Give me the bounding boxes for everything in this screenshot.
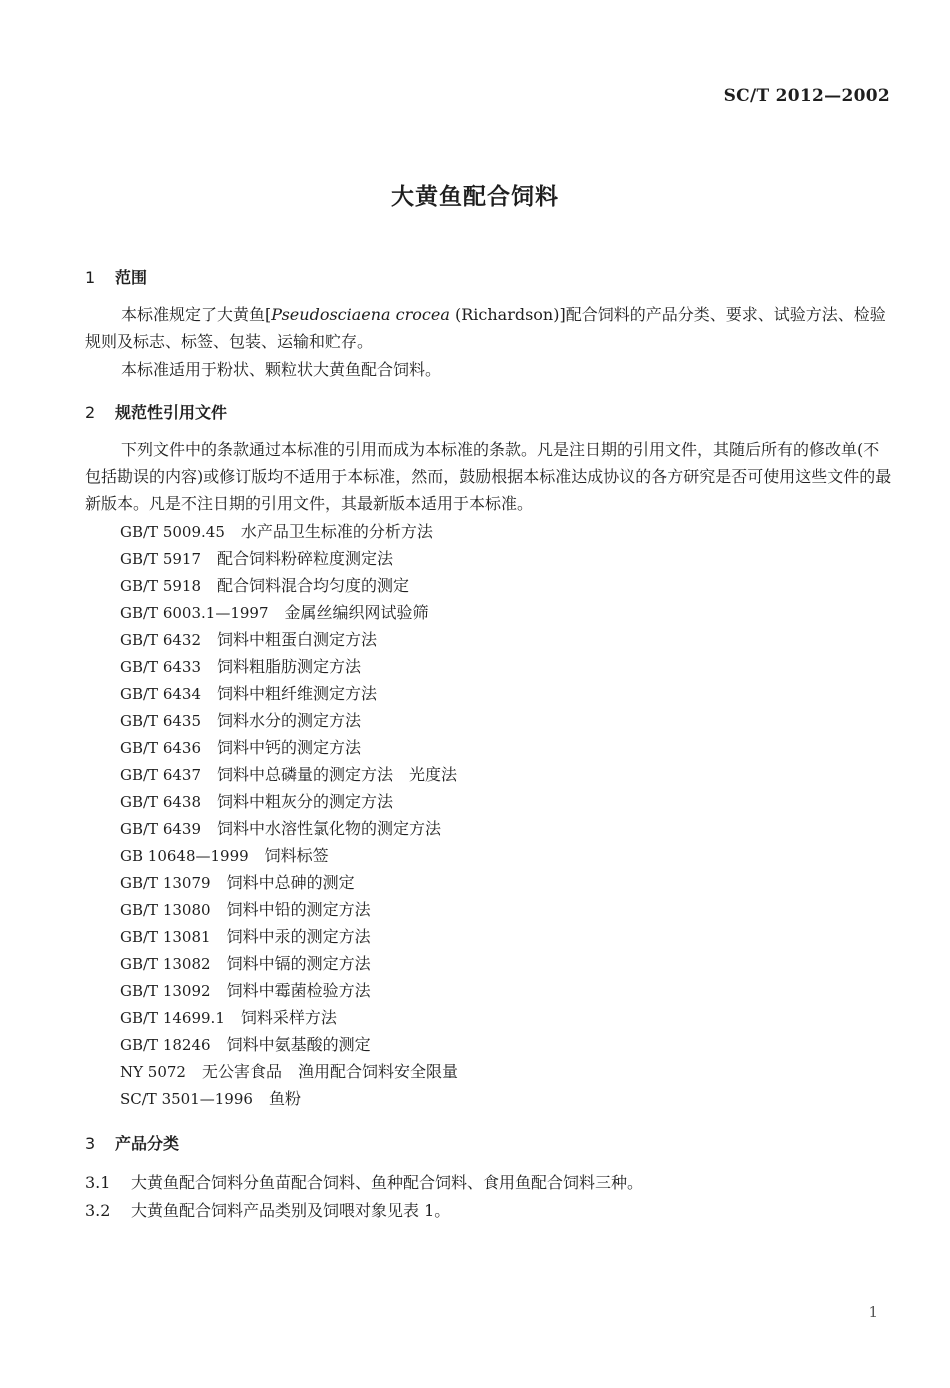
normative-intro-paragraph: 下列文件中的条款通过本标准的引用而成为本标准的条款。凡是注日期的引用文件，其随后所有的修改单(不包括勘误的内容)或修订版均不适用于本标准，然而，鼓励根据本标准达成协议的各方研究是否可使用这些文件的最新版本。凡是不注日期的引用文件，其最新版本适用于本标准。 xyxy=(85,440,892,513)
reference-title: 金属丝编织网试验筛 xyxy=(284,603,429,622)
reference-code: GB/T 6435 xyxy=(120,712,202,730)
reference-title: 鱼粉 xyxy=(268,1089,301,1108)
reference-item xyxy=(120,707,458,734)
reference-item xyxy=(120,923,458,950)
reference-title: 饲料中总砷的测定 xyxy=(226,873,355,892)
reference-item xyxy=(120,869,458,896)
reference-item xyxy=(120,1031,458,1058)
reference-title: 饲料中粗纤维测定方法 xyxy=(217,684,378,703)
reference-item xyxy=(120,977,458,1004)
clause-number: 3.2 xyxy=(85,1201,111,1220)
reference-title: 配合饲料混合均匀度的测定 xyxy=(217,576,410,595)
reference-code: GB/T 5918 xyxy=(120,577,202,595)
reference-title: 饲料采样方法 xyxy=(240,1008,337,1027)
reference-title: 饲料中粗蛋白测定方法 xyxy=(217,630,378,649)
reference-code: GB/T 6434 xyxy=(120,685,202,703)
scope-paragraph-2: 本标准适用于粉状、颗粒状大黄鱼配合饲料。 xyxy=(121,360,442,379)
reference-code: GB/T 6438 xyxy=(120,793,202,811)
reference-item xyxy=(120,680,458,707)
reference-title: 饲料中水溶性氯化物的测定方法 xyxy=(217,819,442,838)
document-title: 大黄鱼配合饲料 xyxy=(391,184,559,210)
reference-item xyxy=(120,815,458,842)
section-number: 3 xyxy=(85,1134,96,1153)
reference-title: 饲料水分的测定方法 xyxy=(217,711,362,730)
reference-item xyxy=(120,1058,458,1085)
reference-code: GB/T 13081 xyxy=(120,928,211,946)
clause-number: 3.1 xyxy=(85,1173,111,1192)
reference-code: GB/T 18246 xyxy=(120,1036,211,1054)
reference-item xyxy=(120,653,458,680)
section-number: 1 xyxy=(85,268,96,287)
reference-item xyxy=(120,545,458,572)
section-number: 2 xyxy=(85,403,96,422)
reference-item xyxy=(120,1004,458,1031)
reference-title: 饲料中钙的测定方法 xyxy=(217,738,362,757)
reference-code: GB/T 6437 xyxy=(120,766,202,784)
reference-code: GB/T 6433 xyxy=(120,658,202,676)
standard-code: SC/T 2012—2002 xyxy=(723,86,890,106)
reference-item xyxy=(120,734,458,761)
reference-title: 无公害食品 渔用配合饲料安全限量 xyxy=(201,1062,458,1081)
reference-item xyxy=(120,518,458,545)
reference-code: GB/T 6003.1—1997 xyxy=(120,604,269,622)
reference-title: 饲料中汞的测定方法 xyxy=(226,927,371,946)
section-title: 产品分类 xyxy=(115,1134,180,1153)
scope-paragraph-1 xyxy=(85,301,893,355)
reference-title: 饲料中镉的测定方法 xyxy=(226,954,371,973)
reference-title: 饲料标签 xyxy=(264,846,329,865)
reference-code: GB/T 5917 xyxy=(120,550,202,568)
section-2-heading xyxy=(85,400,227,423)
normative-reference-list xyxy=(120,518,458,1112)
reference-title: 饲料中氨基酸的测定 xyxy=(226,1035,371,1054)
reference-item xyxy=(120,572,458,599)
reference-title: 饲料中霉菌检验方法 xyxy=(226,981,371,1000)
section-title: 范围 xyxy=(115,268,148,287)
section-title: 规范性引用文件 xyxy=(115,403,228,422)
reference-title: 饲料中总磷量的测定方法 光度法 xyxy=(217,765,458,784)
reference-code: GB/T 6436 xyxy=(120,739,202,757)
scope-text-pre: 本标准规定了大黄鱼[ xyxy=(121,305,272,324)
reference-title: 配合饲料粉碎粒度测定法 xyxy=(217,549,394,568)
reference-title: 水产品卫生标准的分析方法 xyxy=(240,522,433,541)
reference-code: GB/T 13092 xyxy=(120,982,211,1000)
section-1-heading xyxy=(85,265,147,288)
reference-item xyxy=(120,599,458,626)
reference-item xyxy=(120,1085,458,1112)
reference-item xyxy=(120,842,458,869)
reference-code: GB/T 5009.45 xyxy=(120,523,225,541)
reference-code: SC/T 3501—1996 xyxy=(120,1090,253,1108)
clause-3-2 xyxy=(85,1198,450,1221)
reference-code: NY 5072 xyxy=(120,1063,186,1081)
reference-code: GB/T 6432 xyxy=(120,631,202,649)
reference-code: GB/T 14699.1 xyxy=(120,1009,225,1027)
reference-code: GB/T 6439 xyxy=(120,820,202,838)
reference-item xyxy=(120,761,458,788)
section-3-heading xyxy=(85,1131,179,1154)
reference-title: 饲料粗脂肪测定方法 xyxy=(217,657,362,676)
clause-text: 大黄鱼配合饲料分鱼苗配合饲料、鱼种配合饲料、食用鱼配合饲料三种。 xyxy=(131,1173,644,1192)
reference-code: GB 10648—1999 xyxy=(120,847,249,865)
reference-item xyxy=(120,896,458,923)
reference-item xyxy=(120,626,458,653)
reference-code: GB/T 13079 xyxy=(120,874,211,892)
reference-code: GB/T 13082 xyxy=(120,955,211,973)
reference-title: 饲料中粗灰分的测定方法 xyxy=(217,792,394,811)
reference-item xyxy=(120,788,458,815)
species-author: (Richardson) xyxy=(449,305,560,324)
clause-3-1 xyxy=(85,1170,643,1193)
page-number: 1 xyxy=(868,1303,878,1321)
reference-item xyxy=(120,950,458,977)
species-latin-name: Pseudosciaena crocea xyxy=(271,305,450,324)
clause-text: 大黄鱼配合饲料产品类别及饲喂对象见表 1。 xyxy=(131,1201,451,1220)
reference-code: GB/T 13080 xyxy=(120,901,211,919)
reference-title: 饲料中铅的测定方法 xyxy=(226,900,371,919)
scope-text-post: ]配合饲料的产品分类、要求、试验方法、检验规则及标志、标签、包装、运输和贮存。 xyxy=(85,305,886,351)
